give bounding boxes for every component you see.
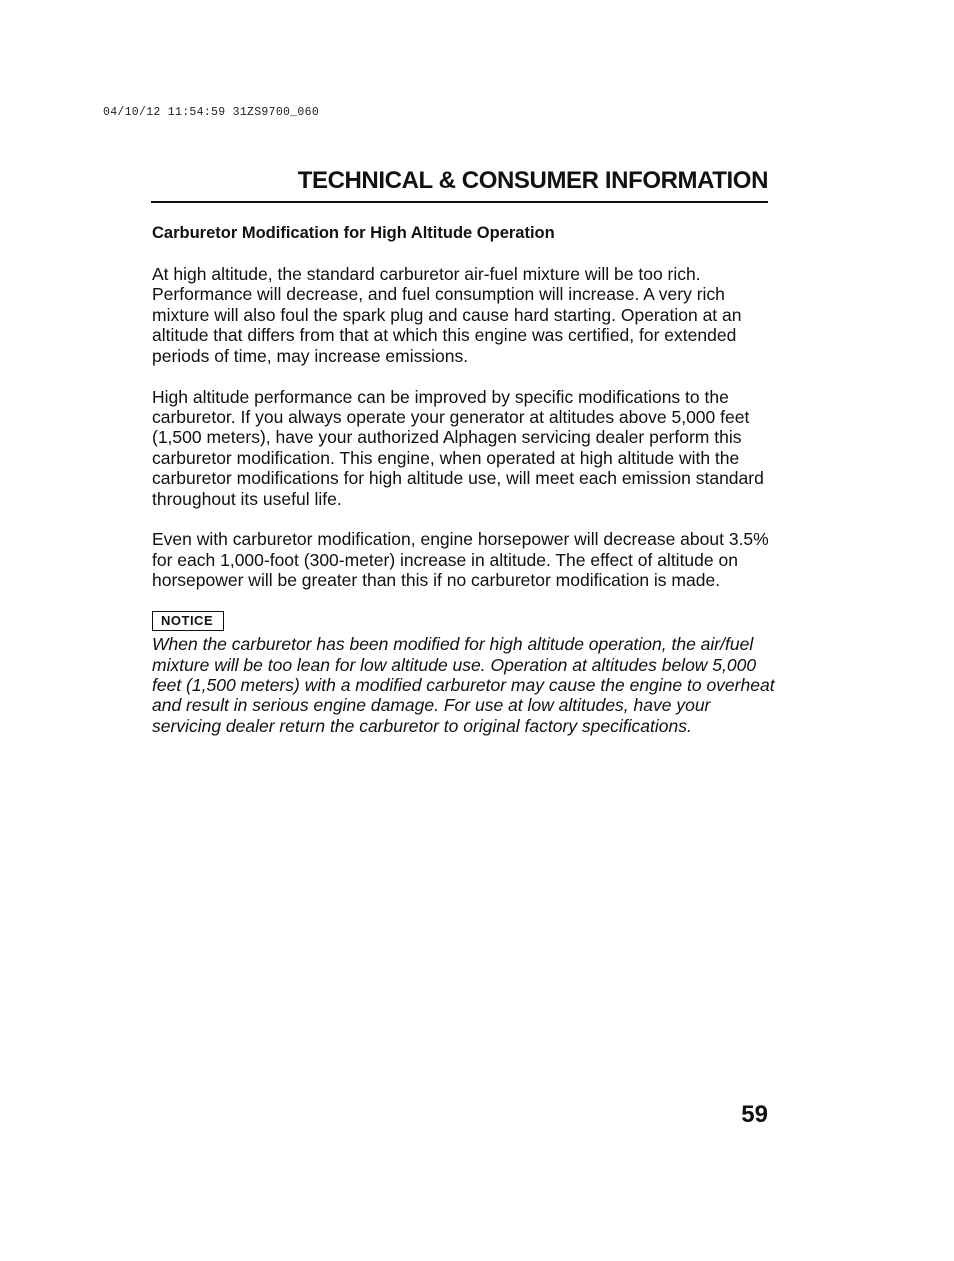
main-content: [152, 222, 777, 736]
paragraph: Even with carburetor modification, engine horsepower will decrease about 3.5% for each 1,000-foot (300-meter) increase in altitude. The effect of altitude on horsepower will be greater than this if no carburetor modification is made.: [152, 529, 769, 591]
page-number: 59: [741, 1101, 768, 1128]
paragraph: High altitude performance can be improved by specific modifications to the carburetor. If you always operate your generator at altitudes above 5,000 feet (1,500 meters), have your authorized Alphagen servicing dealer perform this carburetor modification. This engine, when operated at high altitude with the carburetor modifications for high altitude use, will meet each emission standard throughout its useful life.: [152, 386, 764, 509]
notice-badge: NOTICE: [152, 611, 224, 631]
page-title: TECHNICAL & CONSUMER INFORMATION: [297, 167, 768, 194]
print-stamp: 04/10/12 11:54:59 31ZS9700_060: [103, 106, 320, 119]
section-heading: Carburetor Modification for High Altitude Operation: [152, 224, 555, 242]
section-header: [151, 165, 768, 203]
notice-block: [152, 611, 777, 736]
notice-text: When the carburetor has been modified for high altitude operation, the air/fuel mixture will be too lean for low altitude use. Operation at altitudes below 5,000 feet (1,500 meters) with a modified carburetor may cause the engine to overheat and result in serious engine damage. For use at low altitudes, have your servicing dealer return the carburetor to original factory specifications.: [152, 634, 775, 736]
paragraph: At high altitude, the standard carburetor air-fuel mixture will be too rich. Performance will decrease, and fuel consumption will increase. A very rich mixture will also foul the spark plug and cause hard starting. Operation at an altitude that differs from that at which this engine was certified, for extended periods of time, may increase emissions.: [152, 264, 742, 366]
